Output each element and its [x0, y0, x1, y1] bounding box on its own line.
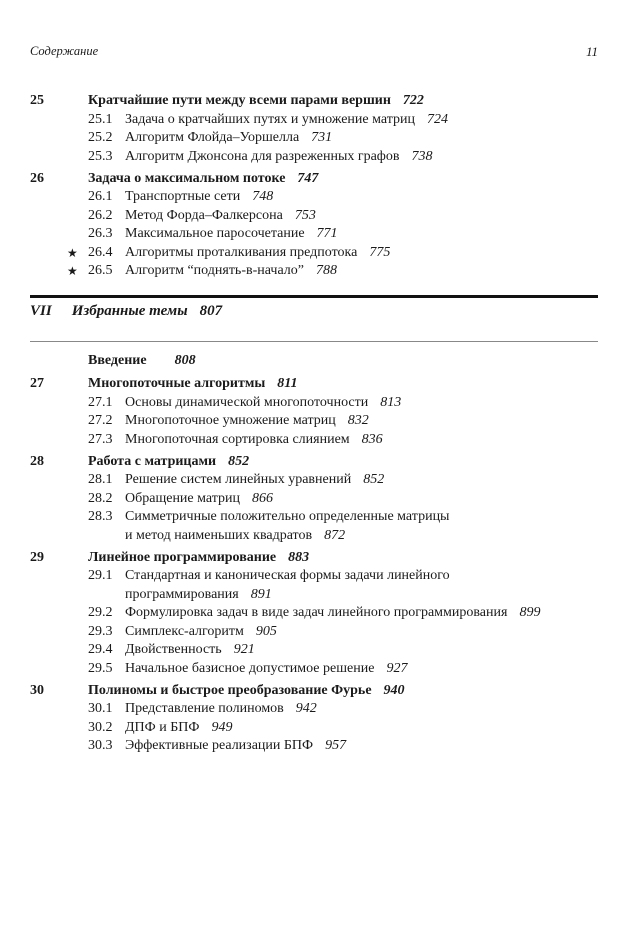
part-number: VII	[30, 303, 52, 319]
section-page: 738	[411, 148, 433, 164]
chapter-entry[interactable]	[30, 170, 598, 189]
section-entry[interactable]	[30, 490, 598, 509]
section-page: 753	[294, 207, 316, 223]
section-entry-continued[interactable]	[30, 586, 598, 605]
chapter-entry[interactable]	[30, 682, 598, 701]
chapter-title: Задача о максимальном потоке	[88, 170, 286, 186]
section-page: 957	[325, 738, 347, 753]
chapter-number: 29	[30, 549, 44, 565]
star-icon: ★	[67, 245, 78, 260]
section-title: Формулировка задач в виде задач линейного программирования	[125, 605, 508, 620]
page-number: 11	[585, 44, 598, 59]
section-title-continued: программирования	[125, 586, 239, 602]
section-entry[interactable]	[30, 604, 598, 623]
section-title: Алгоритм “поднять-в-начало”	[125, 263, 304, 278]
section-title: Алгоритм Флойда–Уоршелла	[125, 130, 300, 145]
intro-page: 808	[174, 353, 196, 368]
chapter-page: 811	[277, 376, 298, 391]
section-number: 28.3	[88, 509, 113, 524]
section-title-continued: и метод наименьших квадратов	[125, 527, 313, 543]
toc-chapters-25-26	[30, 92, 598, 281]
section-page: 899	[519, 605, 541, 620]
chapter-number: 26	[30, 170, 44, 186]
section-page: 949	[211, 719, 233, 735]
section-entry[interactable]	[30, 148, 598, 167]
section-title: Симплекс-алгоритм	[125, 623, 244, 639]
section-entry[interactable]	[30, 737, 598, 756]
section-title: Основы динамической многопоточности	[125, 394, 369, 410]
section-number: 27.1	[88, 394, 113, 410]
section-number: 30.1	[88, 701, 113, 716]
section-page: 775	[369, 244, 391, 260]
section-number: 30.3	[88, 738, 113, 753]
section-entry[interactable]	[30, 244, 598, 263]
section-number: 25.3	[88, 148, 113, 164]
section-title: Обращение матриц	[125, 490, 241, 506]
section-page: 927	[386, 660, 408, 676]
chapter-entry[interactable]	[30, 92, 598, 111]
section-number: 26.1	[88, 189, 113, 204]
section-number: 26.3	[88, 226, 113, 241]
section-title: Решение систем линейных уравнений	[125, 472, 352, 487]
chapter-page: 883	[288, 549, 310, 565]
part-page: 807	[199, 303, 223, 319]
section-entry[interactable]	[30, 412, 598, 431]
intro-title: Введение	[88, 353, 147, 368]
section-number: 26.5	[88, 263, 113, 278]
section-page: 905	[255, 623, 277, 639]
section-page: 836	[361, 431, 383, 447]
running-header	[30, 44, 598, 62]
section-number: 25.2	[88, 130, 113, 145]
section-title: Начальное базисное допустимое решение	[125, 660, 375, 676]
part-heading[interactable]	[30, 303, 222, 320]
section-page: 771	[316, 226, 338, 241]
part-title: Избранные темы	[71, 303, 188, 319]
section-entry[interactable]	[30, 111, 598, 130]
chapter-title: Работа с матрицами	[88, 453, 217, 469]
section-title: Многопоточное умножение матриц	[125, 413, 336, 428]
chapter-title: Линейное программирование	[88, 549, 277, 565]
section-entry[interactable]	[30, 207, 598, 226]
section-number: 25.1	[88, 111, 113, 127]
section-number: 29.1	[88, 568, 113, 583]
section-page: 866	[252, 490, 274, 506]
section-number: 26.4	[88, 244, 113, 260]
section-title: Алгоритм Джонсона для разреженных графов	[125, 148, 400, 164]
section-page: 813	[380, 394, 402, 410]
section-page: 748	[252, 189, 274, 204]
section-title: ДПФ и БПФ	[125, 719, 200, 735]
section-entry[interactable]	[30, 623, 598, 642]
section-title: Представление полиномов	[125, 701, 284, 716]
section-page: 731	[311, 130, 333, 145]
section-title: Эффективные реализации БПФ	[125, 738, 314, 753]
star-icon: ★	[67, 264, 78, 278]
section-page: 872	[324, 527, 346, 543]
section-title: Задача о кратчайших путях и умножение матриц	[125, 111, 416, 127]
section-entry[interactable]	[30, 262, 598, 281]
section-entry[interactable]	[30, 508, 598, 527]
chapter-page: 940	[383, 682, 405, 698]
part-divider-thin	[30, 341, 598, 342]
section-title: Метод Форда–Фалкерсона	[125, 207, 283, 223]
section-number: 30.2	[88, 719, 113, 735]
section-number: 29.3	[88, 623, 113, 639]
section-number: 27.3	[88, 431, 113, 447]
section-page: 891	[250, 586, 272, 602]
section-number: 27.2	[88, 413, 113, 428]
section-page: 852	[363, 472, 385, 487]
section-entry[interactable]	[30, 225, 598, 244]
section-entry-continued[interactable]	[30, 527, 598, 546]
section-entry[interactable]	[30, 719, 598, 738]
section-title: Максимальное паросочетание	[125, 226, 305, 241]
chapter-number: 27	[30, 376, 44, 391]
section-title: Многопоточная сортировка слиянием	[125, 431, 350, 447]
chapter-entry[interactable]	[30, 375, 598, 394]
chapter-number: 30	[30, 682, 44, 698]
section-entry[interactable]	[30, 431, 598, 450]
section-page: 942	[295, 701, 317, 716]
chapter-page: 722	[402, 93, 424, 108]
section-number: 29.5	[88, 660, 113, 676]
section-number: 28.2	[88, 490, 113, 506]
chapter-page: 747	[297, 170, 319, 186]
section-entry[interactable]	[30, 394, 598, 413]
section-entry[interactable]	[30, 129, 598, 148]
chapter-number: 25	[30, 93, 44, 108]
chapter-number: 28	[30, 453, 44, 469]
chapter-title: Кратчайшие пути между всеми парами вершин	[88, 93, 391, 108]
section-number: 29.2	[88, 605, 113, 620]
section-title: Алгоритмы проталкивания предпотока	[125, 244, 358, 260]
section-number: 28.1	[88, 472, 113, 487]
section-entry[interactable]	[30, 567, 598, 586]
chapter-title: Полиномы и быстрое преобразование Фурье	[88, 682, 372, 698]
section-title: Симметричные положительно определенные матрицы	[125, 509, 450, 524]
header-title: Содержание	[30, 44, 99, 58]
chapter-entry[interactable]	[30, 453, 598, 472]
section-number: 26.2	[88, 207, 113, 223]
section-title: Транспортные сети	[125, 189, 241, 204]
section-entry[interactable]	[30, 700, 598, 719]
chapter-title: Многопоточные алгоритмы	[88, 376, 266, 391]
section-page: 921	[233, 642, 255, 657]
section-page: 832	[347, 413, 369, 428]
section-entry[interactable]	[30, 471, 598, 490]
section-entry[interactable]	[30, 641, 598, 660]
section-title: Стандартная и каноническая формы задачи линейного	[125, 568, 450, 583]
section-title: Двойственность	[125, 642, 222, 657]
section-page: 788	[315, 263, 337, 278]
section-entry[interactable]	[30, 660, 598, 679]
section-number: 29.4	[88, 642, 113, 657]
chapter-entry[interactable]	[30, 549, 598, 568]
part-divider-thick	[30, 295, 598, 298]
toc-intro[interactable]	[30, 352, 598, 371]
chapter-page: 852	[228, 453, 250, 469]
section-page: 724	[427, 111, 449, 127]
section-entry[interactable]	[30, 188, 598, 207]
toc-chapters-27-30	[30, 375, 598, 756]
